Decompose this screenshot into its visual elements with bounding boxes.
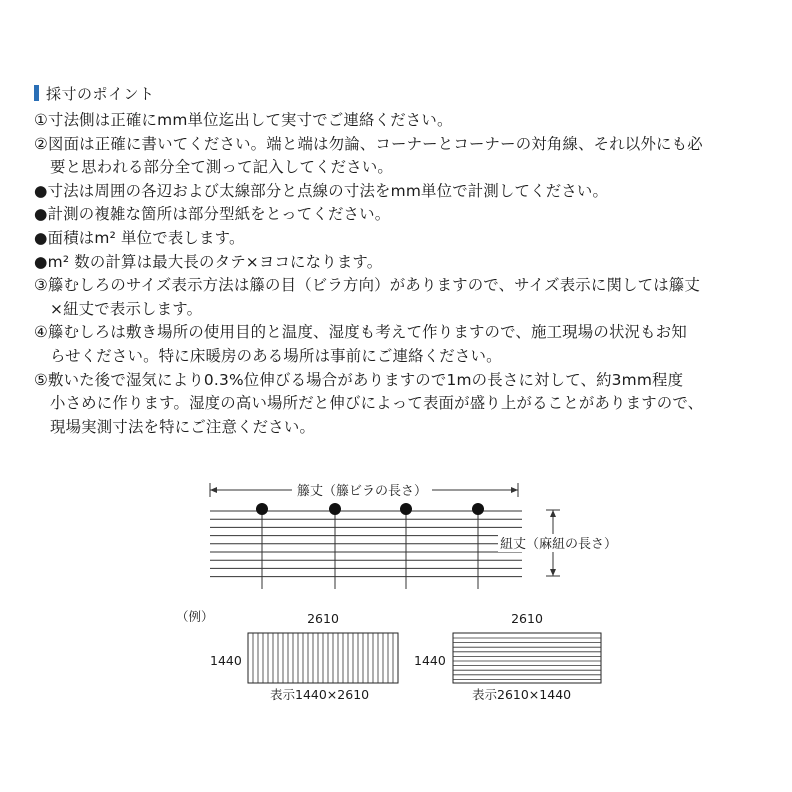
- instruction-line: ③籐むしろのサイズ表示方法は籐の目（ビラ方向）がありますので、サイズ表示に関しては籐丈: [34, 276, 701, 295]
- cord-knot: [400, 503, 412, 515]
- heading-text: 採寸のポイント: [46, 84, 155, 103]
- length-dimension: [210, 481, 518, 499]
- instruction-line: ×紐丈で表示します。: [50, 299, 203, 318]
- instruction-line: ⑤敷いた後で湿気により0.3%位伸びる場合がありますので1mの長さに対して、約3mm程度: [34, 370, 684, 389]
- example-1-top: 2610: [307, 611, 339, 626]
- width-dimension: [498, 510, 626, 576]
- instruction-line: 要と思われる部分全て測って記入してください。: [50, 158, 393, 177]
- instruction-line: ●計測の複雑な箇所は部分型紙をとってください。: [34, 205, 391, 224]
- instruction-line: 現場実測寸法を特にご注意ください。: [50, 417, 316, 436]
- instruction-line: ●面積はm² 単位で表します。: [34, 228, 245, 247]
- example-2-top: 2610: [511, 611, 543, 626]
- instruction-line: ②図面は正確に書いてください。端と端は勿論、コーナーとコーナーの対角線、それ以外にも必: [34, 134, 703, 153]
- example-2: [414, 611, 601, 702]
- instruction-line: ①寸法側は正確にmm単位迄出して実寸でご連絡ください。: [34, 111, 453, 129]
- width-label: 紐丈（麻紐の長さ）: [500, 537, 618, 552]
- example-1: [210, 611, 398, 702]
- instruction-line: ④籐むしろは敷き場所の使用目的と温度、湿度も考えて作りますので、施工現場の状況もお知: [34, 323, 687, 342]
- instruction-line: ●m² 数の計算は最大長のタテ×ヨコになります。: [34, 252, 383, 271]
- cord-knot: [329, 503, 341, 515]
- instruction-line: らせください。特に床暖房のある場所は事前にご連絡ください。: [50, 346, 502, 365]
- example-1-caption: 表示1440×2610: [270, 687, 370, 702]
- example-label: （例）: [176, 609, 214, 624]
- cord-knot: [256, 503, 268, 515]
- cord-knot: [472, 503, 484, 515]
- example-1-side: 1440: [210, 653, 242, 668]
- example-2-side: 1440: [414, 653, 446, 668]
- mat-stripes: [210, 511, 522, 577]
- instruction-line: 小さめに作ります。湿度の高い場所だと伸びによって表面が盛り上がることがありますので、: [50, 394, 704, 413]
- example-2-caption: 表示2610×1440: [472, 687, 572, 702]
- length-label: 籐丈（籐ビラの長さ）: [296, 484, 428, 499]
- instruction-line: ●寸法は周囲の各辺および太線部分と点線の寸法をmm単位で計測してください。: [34, 181, 609, 200]
